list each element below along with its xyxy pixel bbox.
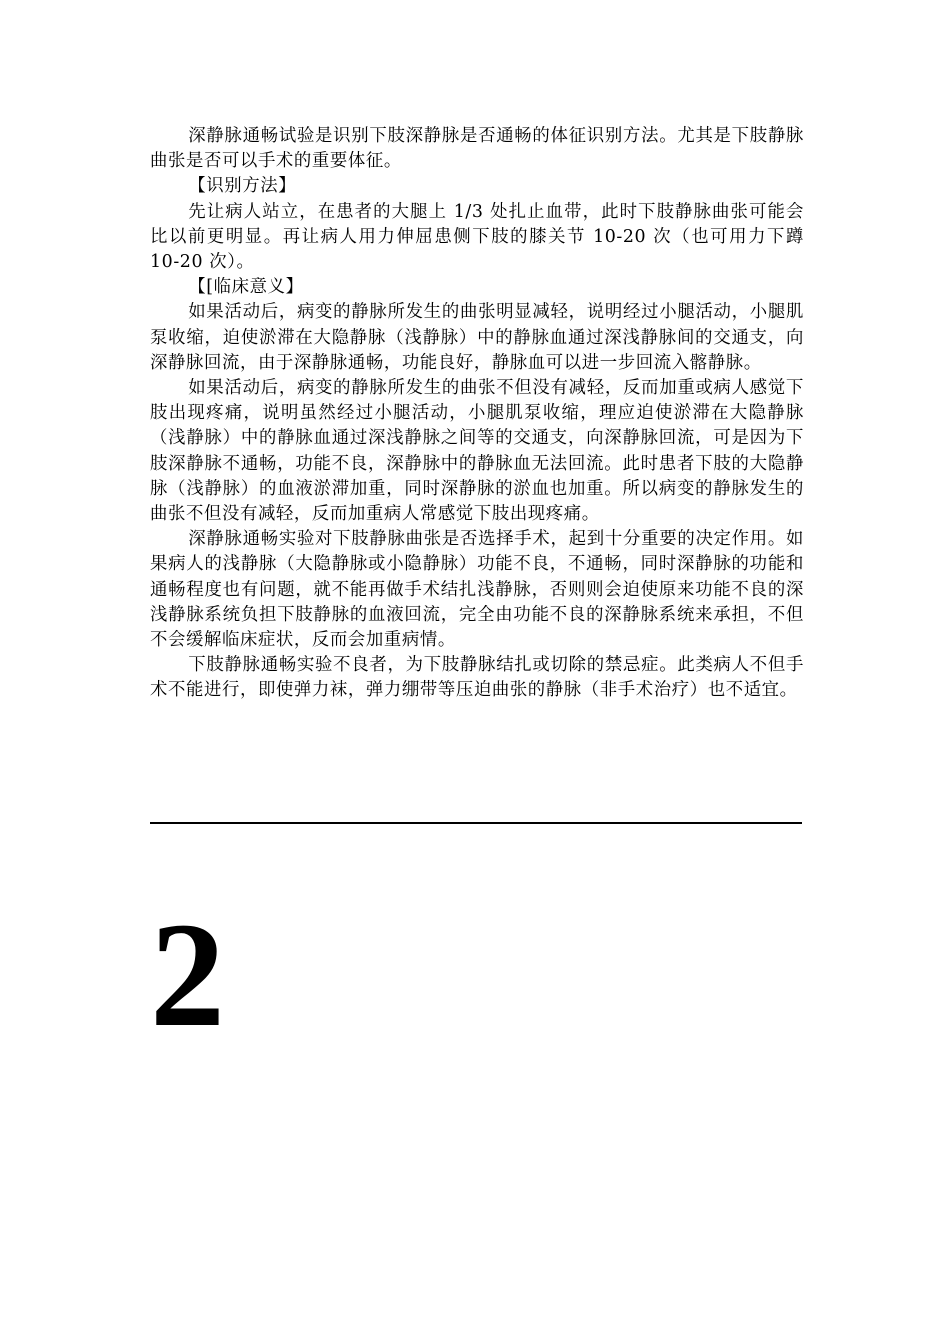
paragraph-intro: 深静脉通畅试验是识别下肢深静脉是否通畅的体征识别方法。尤其是下肢静脉曲张是否可以手术的重要体征。 (150, 126, 804, 172)
horizontal-divider (150, 822, 802, 824)
paragraph-significance-2: 如果活动后，病变的静脉所发生的曲张不但没有减轻，反而加重或病人感觉下肢出现疼痛，说明虽然经过小腿活动，小腿肌泵收缩，理应迫使淤滞在大隐静脉（浅静脉）中的静脉血通过深浅静脉之间等的交通支，向深静脉回流，可是因为下肢深静脉不通畅，功能不良，深静脉中的静脉血无法回流。此时患者下肢的大隐静脉（浅静脉）的血液淤滞加重，同时深静脉的淤血也加重。所以病变的静脉发生的曲张不但没有减轻，反而加重病人常感觉下肢出现疼痛。 (150, 378, 804, 525)
paragraph-method: 先让病人站立，在患者的大腿上 1/3 处扎止血带，此时下肢静脉曲张可能会比以前更明显。再让病人用力伸屈患侧下肢的膝关节 10-20 次（也可用力下蹲 10-20 次）。 (150, 201, 804, 273)
heading-clinical-significance: 【[临床意义】 (188, 277, 304, 298)
document-body (150, 124, 804, 704)
page-number: 2 (150, 892, 225, 1058)
paragraph-surgery-decision: 深静脉通畅实验对下肢静脉曲张是否选择手术，起到十分重要的决定作用。如果病人的浅静脉（大隐静脉或小隐静脉）功能不良，不通畅，同时深静脉的功能和通畅程度也有问题，就不能再做手术结扎浅静脉，否则则会迫使原来功能不良的深浅静脉系统负担下肢静脉的血液回流，完全由功能不良的深静脉系统来承担，不但不会缓解临床症状，反而会加重病情。 (150, 529, 804, 651)
paragraph-significance-1: 如果活动后，病变的静脉所发生的曲张明显减轻，说明经过小腿活动，小腿肌泵收缩，迫使淤滞在大隐静脉（浅静脉）中的静脉血通过深浅静脉间的交通支，向深静脉回流，由于深静脉通畅，功能良好，静脉血可以进一步回流入髂静脉。 (150, 302, 804, 373)
heading-identification-method: 【识别方法】 (188, 176, 297, 197)
paragraph-contraindication: 下肢静脉通畅实验不良者，为下肢静脉结扎或切除的禁忌症。此类病人不但手术不能进行，即使弹力袜，弹力绷带等压迫曲张的静脉（非手术治疗）也不适宜。 (150, 655, 804, 701)
